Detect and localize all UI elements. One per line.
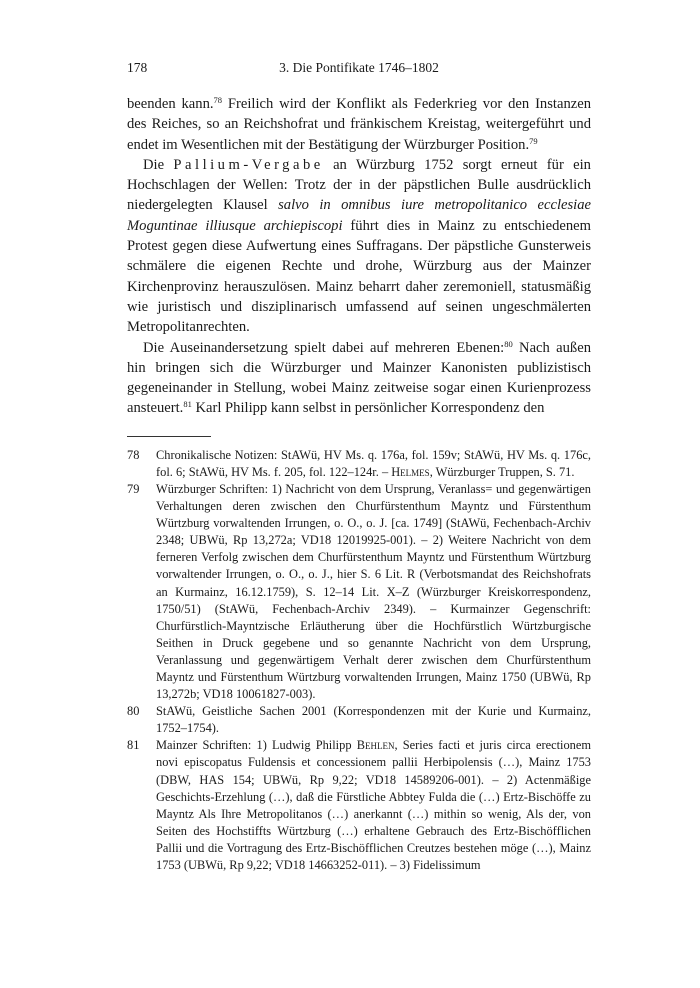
page-number: 178 bbox=[127, 60, 148, 75]
paragraph-3 bbox=[127, 338, 591, 419]
footnote-text bbox=[156, 447, 591, 481]
footnote-80 bbox=[127, 703, 591, 737]
spaced-emphasis: Pallium-Vergabe bbox=[173, 156, 324, 173]
text-run: Freilich wird der Konflikt als Federkrieg vor den Instanzen des Reiches, so an Reichshofrat und fränkischem Kreistag, weitergeführt und endet im Wesentlichen mit der Bestätigung der Würzburger Position. bbox=[127, 96, 591, 153]
footnote-number: 79 bbox=[127, 481, 140, 496]
book-page bbox=[127, 60, 591, 874]
footnote-divider bbox=[127, 436, 211, 437]
footnote-ref[interactable]: 81 bbox=[183, 399, 192, 410]
text-run: Mainzer Schriften: 1) Ludwig Philipp bbox=[156, 738, 357, 753]
author-name: Helmes bbox=[391, 464, 430, 479]
text-run: Die Auseinandersetzung spielt dabei auf mehreren Ebenen: bbox=[143, 339, 505, 356]
author-name: Behlen bbox=[356, 738, 395, 753]
footnote-number: 81 bbox=[127, 738, 140, 753]
text-run: Karl Philipp kann selbst in persönlicher Korrespondenz den bbox=[191, 400, 545, 417]
footnote-78 bbox=[127, 447, 591, 481]
footnote-81 bbox=[127, 737, 591, 874]
text-run: Die bbox=[143, 156, 174, 173]
main-text bbox=[127, 94, 591, 419]
paragraph-1 bbox=[127, 94, 591, 155]
footnote-number: 80 bbox=[127, 704, 140, 719]
text-run: beenden kann. bbox=[127, 96, 214, 112]
page-header bbox=[127, 60, 591, 80]
latin-quote: salvo in omnibus iure metropolitanico ecclesiae Moguntinae illiusque archiepiscopi bbox=[127, 197, 592, 234]
footnotes bbox=[127, 447, 591, 874]
footnote-text bbox=[156, 737, 591, 874]
text-run: Chronikalische Notizen: StAWü, HV Ms. q. 176a, fol. 159v; StAWü, HV Ms. q. 176c, fol. 6; StAWü, HV Ms. f. 205, fol. 122–124r. – bbox=[156, 447, 591, 479]
footnote-ref[interactable]: 80 bbox=[504, 338, 513, 349]
footnote-ref[interactable]: 78 bbox=[213, 95, 223, 105]
footnote-ref[interactable]: 79 bbox=[529, 135, 538, 146]
text-run: an Würzburg 1752 sorgt erneut für ein Hochschlagen der Wellen: Trotz der in der päpstlichen Bulle ausdrücklich niedergelegten Klausel bbox=[127, 156, 591, 214]
paragraph-2 bbox=[127, 155, 591, 338]
text-run: , Würzburger Truppen, S. 71. bbox=[429, 464, 575, 479]
footnote-number: 78 bbox=[127, 447, 140, 462]
footnote-text: Würzburger Schriften: 1) Nachricht von dem Ursprung, Veranlass= und gegenwärtigen Verhaltungen deren zwischen den Churfürstenthum Mayntz und Fürstenthum Würtzburg vorwaltenden Irrungen, o. O., o. J. [ca. 1749] (StAWü, Fechenbach-Archiv 2348; UBWü, Rp 13,272a; VD18 12019925-001). – 2) Weitere Nachricht von dem ferneren Verfolg zwischen dem Churfürstenthum Mayntz und Fürstenthum Würtzburg vorwaltender Irrungen, o. O., o. J., hier S. 6 Lit. R (Verbotsmandat des Reichshofrats an Kurmainz, 16.12.1759), S. 12–14 Lit. X–Z (Würzburger Kreiskorrespondenz, 1750/51) (StAWü, Fechenbach-Archiv 2349). – Kurmainzer Gegenschrift: Churfürstlich-Mayntzische Erläutherung über die Hochfürstlich Würtzburgische Seithen in Druck gegebene und so genannte Nachricht von dem Ursprung, Veranlassung und gegenwärtigem Verhalt derer zwischen dem Churfürstenthum Mayntz und Fürstenthum Würtzburg vorwaltenden Irrungen, Mainz 1750 (UBWü, Rp 13,272b; VD18 10061827-003). bbox=[156, 481, 591, 702]
running-title: 3. Die Pontifikate 1746–1802 bbox=[279, 60, 439, 75]
text-run: Nach außen hin bringen sich die Würzburger und Mainzer Kanonisten publizistisch gegeneinander in Stellung, wobei Mainz zeitweise sogar einen Kurienprozess ansteuert. bbox=[127, 339, 591, 417]
footnote-79 bbox=[127, 481, 591, 703]
text-run: , Series facti et juris circa erectionem novi episcopatus Fuldensis et concessionem pallii Herbipolensis (…), Mainz 1753 (DBW, HAS 154; UBWü, Rp 9,22; VD18 14589206-001). – 2) Actenmäßige Geschichts-Erzehlung (…), daß die Fürstliche Abbtey Fulda die (…) Ertz-Bischöffe zu Mayntz Als Ihre Metropolitanos (…) anerkannt (…) mithin so wenig, Als der, von Seiten des Hochstiffts Würtzburg (…) erhaltene Gebrauch des Ertz-Bischöfflichen Pallii und die Vortragung des Ertz-Bischöfflichen Creutzes bestehen möge (…), Mainz 1753 (UBWü, Rp 9,22; VD18 14663252-011). – 3) Fidelissimum bbox=[156, 738, 591, 872]
footnote-text: StAWü, Geistliche Sachen 2001 (Korrespondenzen mit der Kurie und Kurmainz, 1752–1754). bbox=[156, 704, 591, 736]
text-run: führt dies in Mainz zu entschiedenem Protest gegen diese Aufwertung eines Suffragans. Der päpstliche Gunsterweis schmälere die eigenen Rechte und drohe, Würzburg aus der Mainzer Kirchenprovinz herauszulösen. Mainz beharrt daher zeremoniell, statusmäßig wie juristisch und disziplinarisch umfassend auf seinen ungeschmälerten Metropolitanrechten. bbox=[127, 217, 591, 336]
